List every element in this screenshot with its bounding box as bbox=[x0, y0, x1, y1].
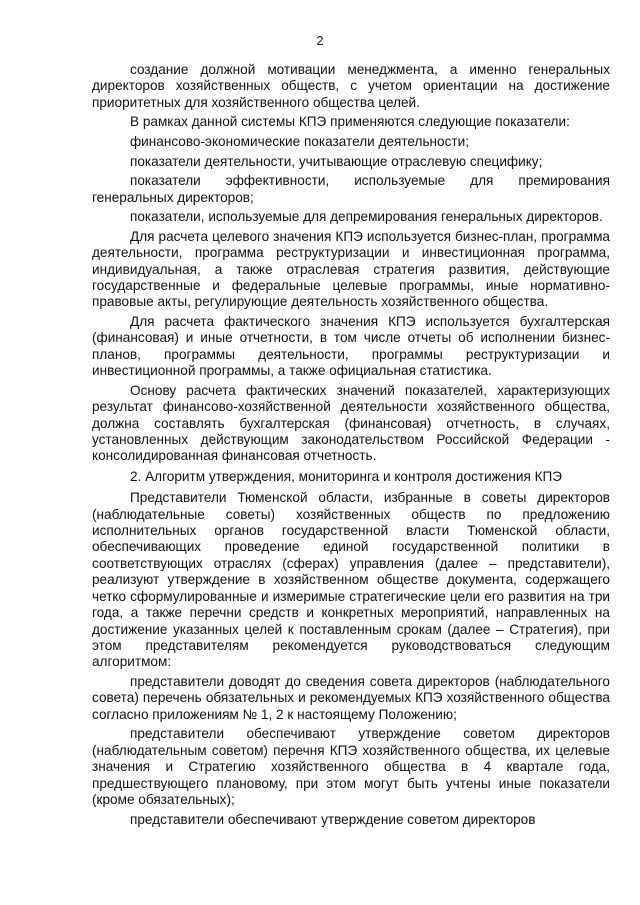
section-heading: 2. Алгоритм утверждения, мониторинга и контроля достижения КПЭ bbox=[130, 468, 563, 484]
list-item: представители обеспечивают утверждение советом директоров bbox=[130, 811, 536, 827]
page-number: 2 bbox=[316, 33, 324, 48]
paragraph: создание должной мотивации менеджмента, а именно генеральных директоров хозяйственных обществ, с учетом ориентации на достижение приоритетных для хозяйственного общества целей. bbox=[92, 62, 610, 110]
list-item: показатели деятельности, учитывающие отраслевую специфику; bbox=[130, 153, 543, 169]
list-item: представители обеспечивают утверждение советом директоров (наблюдательным советом) перечня КПЭ хозяйственного общества, их целевые значения и Стратегию хозяйственного общества в 4 квартале года, предшествующего плановому, при этом могут быть учтены иные показатели (кроме обязательных); bbox=[92, 726, 610, 807]
list-item: представители доводят до сведения совета директоров (наблюдательного совета) перечень обязательных и рекомендуемых КПЭ хозяйственного общества согласно приложениям № 1, 2 к настоящему Положению; bbox=[92, 673, 610, 722]
paragraph: В рамках данной системы КПЭ применяются следующие показатели: bbox=[130, 114, 570, 130]
paragraph: Основу расчета фактических значений показателей, характеризующих результат финансово-хозяйственной деятельности хозяйственного общества, должна составлять бухгалтерская (финансовая) отчетность, в случаях, установленных действующим законодательством Российской Федерации - консолидированная финансовая отчетность. bbox=[92, 382, 610, 464]
body-text bbox=[92, 62, 610, 831]
paragraph: Представители Тюменской области, избранные в советы директоров (наблюдательные советы) хозяйственных обществ по предложению исполнительных органов государственной власти Тюменской области, обеспечивающих проведение единой государственной политики в соответствующих отраслях (сферах) управления (далее – представители), реализуют утверждение в хозяйственном обществе документа, содержащего четко сформулированные и измеримые стратегические цели его развития на три года, а также перечни средств и конкретных мероприятий, направленных на достижение указанных целей к поставленным срокам (далее – Стратегия), при этом представителям рекомендуется руководствоваться следующим алгоритмом: bbox=[92, 490, 610, 670]
paragraph: Для расчета фактического значения КПЭ используется бухгалтерская (финансовая) и иные отчетности, в том числе отчеты об исполнении бизнес-планов, программы деятельности, программы реструктуризации и инвестиционной программы, а также официальная статистика. bbox=[92, 314, 610, 379]
list-item: финансово-экономические показатели деятельности; bbox=[130, 134, 470, 149]
list-item: показатели, используемые для депремирования генеральных директоров. bbox=[130, 209, 603, 225]
list-item: показатели эффективности, используемые для премирования генеральных директоров; bbox=[92, 173, 610, 205]
paragraph: Для расчета целевого значения КПЭ используется бизнес-план, программа деятельности, программа реструктуризации и инвестиционная программа, индивидуальная, а также отраслевая стратегия развития, действующие государственные и федеральные целевые программы, иные нормативно-правовые акты, регулирующие деятельность хозяйственного общества. bbox=[92, 228, 610, 310]
